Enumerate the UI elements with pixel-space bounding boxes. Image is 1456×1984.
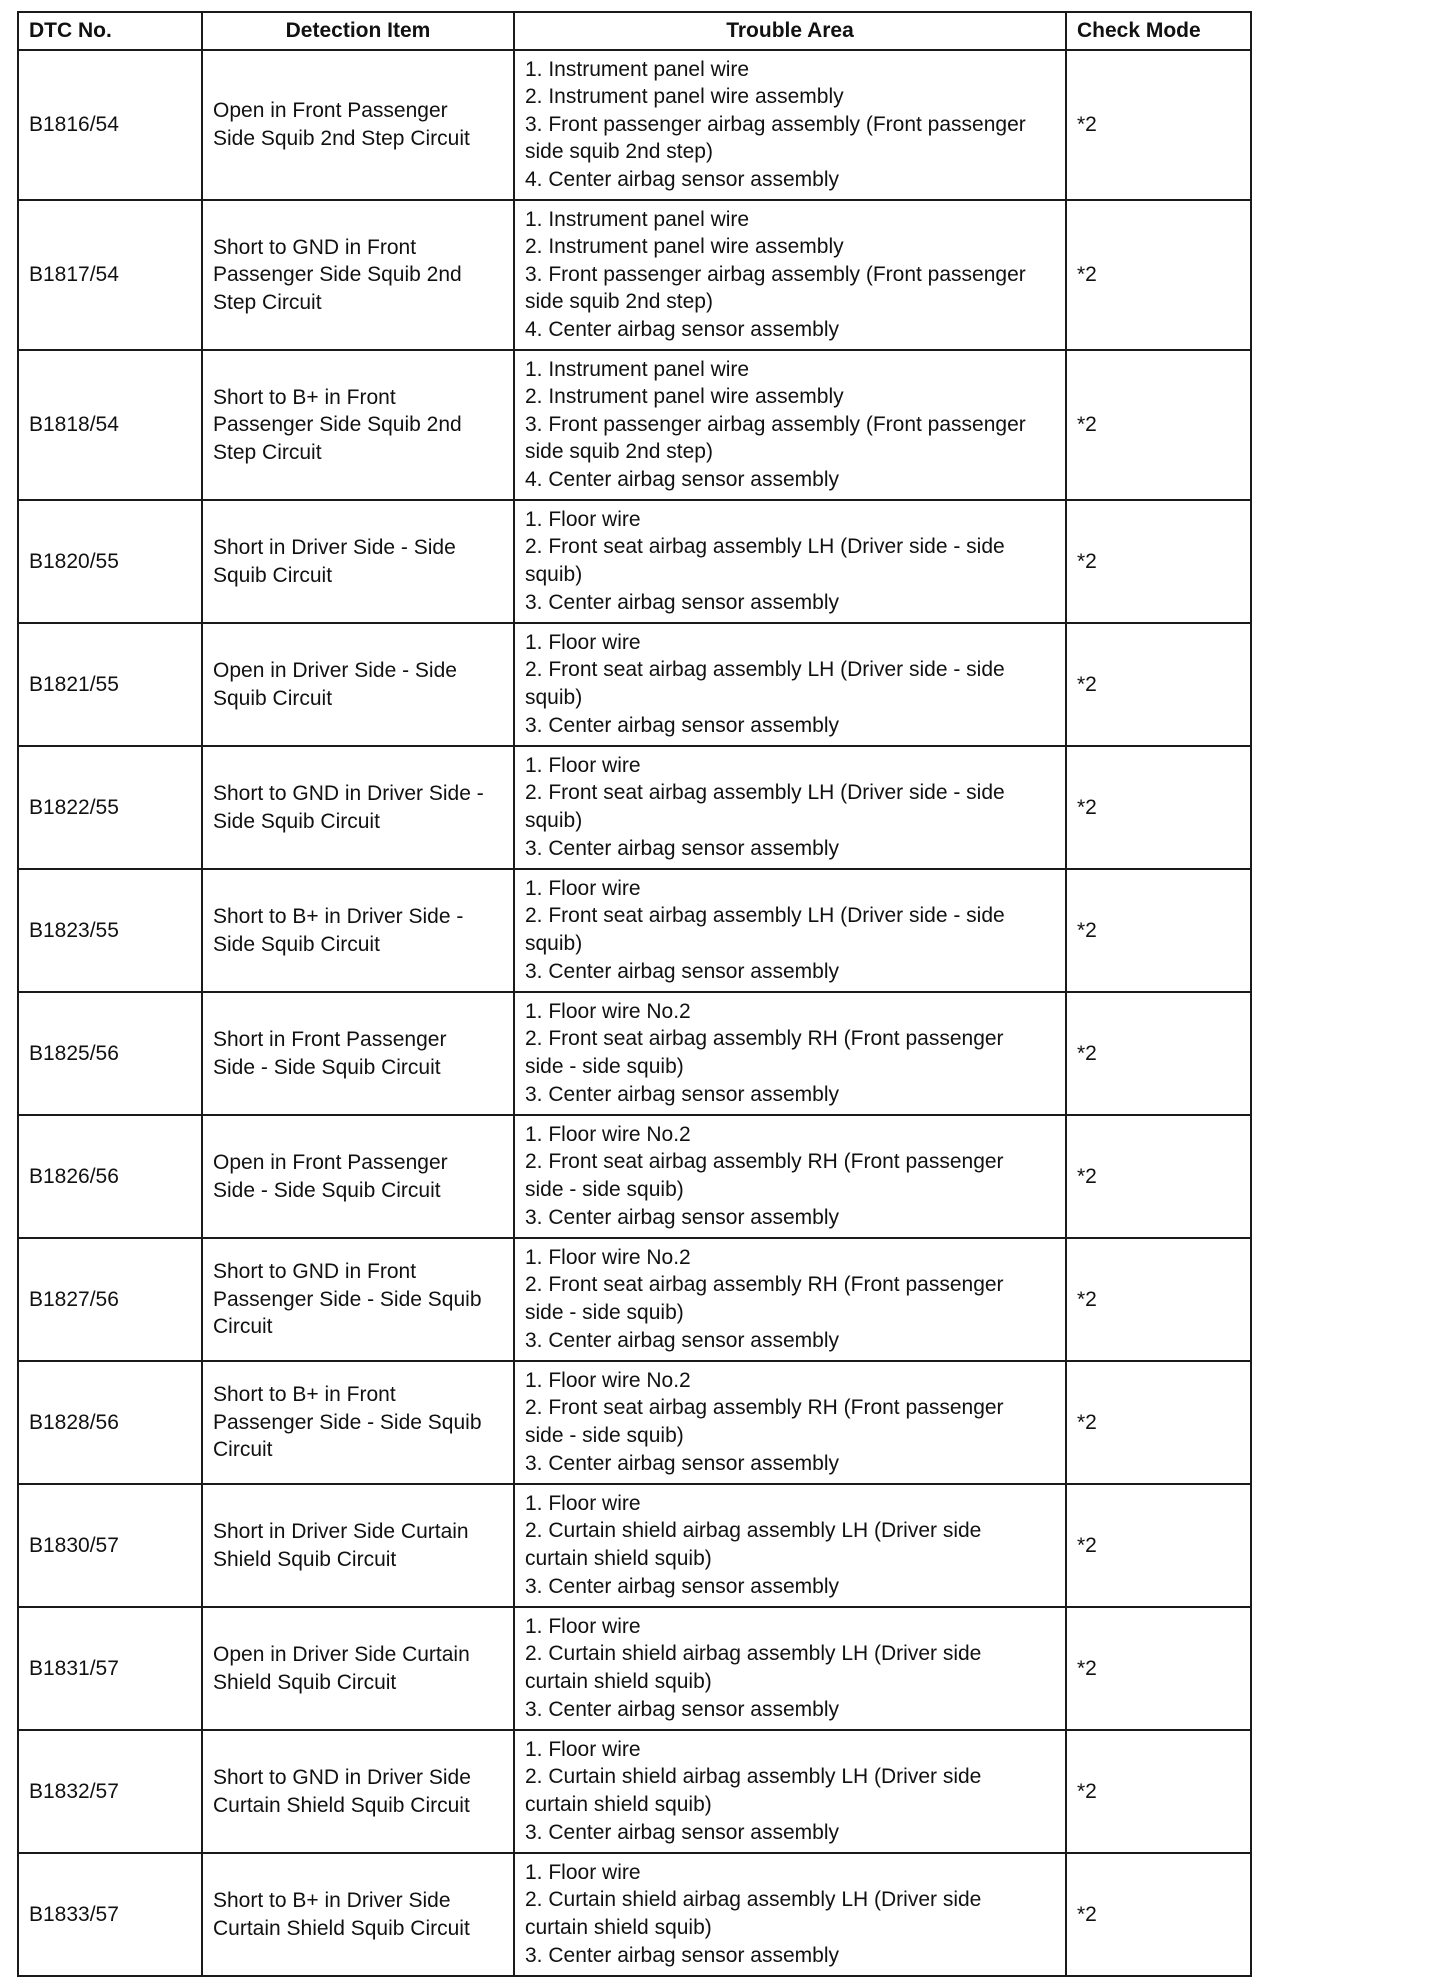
trouble-area-line: 1. Instrument panel wire bbox=[525, 207, 750, 231]
trouble-area-line: 3. Center airbag sensor assembly bbox=[525, 1943, 839, 1967]
trouble-area-line: side - side squib) bbox=[525, 1301, 684, 1324]
table-row bbox=[18, 746, 1251, 869]
table-row bbox=[18, 623, 1251, 746]
detection-item-cell bbox=[202, 623, 514, 746]
trouble-area-line: 3. Center airbag sensor assembly bbox=[525, 1205, 839, 1229]
trouble-area-line: 2. Curtain shield airbag assembly LH (Driver side bbox=[525, 1519, 982, 1543]
detection-item-line: Passenger Side Squib 2nd bbox=[213, 413, 462, 437]
trouble-area-line: 3. Center airbag sensor assembly bbox=[525, 1574, 839, 1598]
dtc-number-cell: B1832/57 bbox=[18, 1730, 202, 1853]
trouble-area-cell bbox=[514, 1607, 1066, 1730]
trouble-area-line: 1. Floor wire bbox=[525, 1860, 641, 1884]
trouble-area-cell bbox=[514, 1730, 1066, 1853]
trouble-area-line: 3. Center airbag sensor assembly bbox=[525, 713, 839, 737]
table-row bbox=[18, 1115, 1251, 1238]
trouble-area-line: side squib 2nd step) bbox=[525, 140, 713, 164]
trouble-area-line: 4. Center airbag sensor assembly bbox=[525, 467, 839, 491]
trouble-area-line: 1. Floor wire bbox=[525, 876, 641, 900]
trouble-area-line: 3. Center airbag sensor assembly bbox=[525, 590, 839, 614]
detection-item-line: Short to GND in Driver Side bbox=[213, 1765, 471, 1789]
check-mode-cell: *2 bbox=[1066, 1484, 1251, 1607]
detection-item-cell bbox=[202, 1238, 514, 1361]
detection-item-line: Step Circuit bbox=[213, 290, 322, 314]
trouble-area-line: curtain shield squib) bbox=[525, 1547, 712, 1570]
table-row bbox=[18, 1607, 1251, 1730]
trouble-area-line: 1. Floor wire No.2 bbox=[525, 1368, 691, 1392]
trouble-area-line: 2. Front seat airbag assembly LH (Driver side - side bbox=[525, 904, 1005, 928]
detection-item-line: Short in Driver Side Curtain bbox=[213, 1519, 469, 1543]
trouble-area-line: squib) bbox=[525, 932, 583, 955]
trouble-area-line: 2. Front seat airbag assembly RH (Front passenger bbox=[525, 1150, 1004, 1174]
trouble-area-line: 1. Floor wire bbox=[525, 1491, 641, 1515]
trouble-area-line: 2. Curtain shield airbag assembly LH (Driver side bbox=[525, 1642, 982, 1666]
dtc-number-cell: B1818/54 bbox=[18, 350, 202, 500]
table-row bbox=[18, 1730, 1251, 1853]
dtc-number-cell: B1826/56 bbox=[18, 1115, 202, 1238]
check-mode-cell: *2 bbox=[1066, 200, 1251, 350]
header-check-mode: Check Mode bbox=[1066, 12, 1251, 50]
trouble-area-line: 3. Center airbag sensor assembly bbox=[525, 1082, 839, 1106]
trouble-area-line: 3. Center airbag sensor assembly bbox=[525, 836, 839, 860]
check-mode-cell: *2 bbox=[1066, 992, 1251, 1115]
trouble-area-line: 1. Floor wire bbox=[525, 507, 641, 531]
table-row bbox=[18, 992, 1251, 1115]
trouble-area-line: 1. Floor wire No.2 bbox=[525, 999, 691, 1023]
trouble-area-line: 3. Center airbag sensor assembly bbox=[525, 1820, 839, 1844]
trouble-area-line: squib) bbox=[525, 809, 583, 832]
trouble-area-cell bbox=[514, 992, 1066, 1115]
trouble-area-line: 1. Floor wire bbox=[525, 1737, 641, 1761]
detection-item-line: Side - Side Squib Circuit bbox=[213, 1178, 441, 1202]
table-row bbox=[18, 200, 1251, 350]
detection-item-line: Short to B+ in Driver Side - bbox=[213, 904, 464, 928]
detection-item-cell bbox=[202, 350, 514, 500]
trouble-area-line: 1. Floor wire No.2 bbox=[525, 1122, 691, 1146]
dtc-number-cell: B1820/55 bbox=[18, 500, 202, 623]
trouble-area-cell bbox=[514, 1361, 1066, 1484]
table-row bbox=[18, 1484, 1251, 1607]
table-row bbox=[18, 500, 1251, 623]
detection-item-line: Side Squib Circuit bbox=[213, 809, 380, 833]
detection-item-cell bbox=[202, 1607, 514, 1730]
detection-item-cell bbox=[202, 1484, 514, 1607]
detection-item-cell bbox=[202, 746, 514, 869]
check-mode-cell: *2 bbox=[1066, 1361, 1251, 1484]
trouble-area-line: side - side squib) bbox=[525, 1424, 684, 1447]
trouble-area-line: 3. Center airbag sensor assembly bbox=[525, 1697, 839, 1721]
detection-item-line: Short to B+ in Driver Side bbox=[213, 1888, 451, 1912]
trouble-area-line: squib) bbox=[525, 686, 583, 709]
trouble-area-line: 2. Front seat airbag assembly LH (Driver side - side bbox=[525, 658, 1005, 682]
check-mode-cell: *2 bbox=[1066, 1115, 1251, 1238]
header-row bbox=[18, 12, 1251, 50]
dtc-number-cell: B1816/54 bbox=[18, 50, 202, 200]
check-mode-cell: *2 bbox=[1066, 50, 1251, 200]
detection-item-line: Shield Squib Circuit bbox=[213, 1547, 397, 1571]
header-dtc-no: DTC No. bbox=[18, 12, 202, 50]
table-row bbox=[18, 869, 1251, 992]
detection-item-line: Step Circuit bbox=[213, 440, 322, 464]
dtc-number-cell: B1822/55 bbox=[18, 746, 202, 869]
detection-item-line: Passenger Side - Side Squib bbox=[213, 1410, 482, 1434]
trouble-area-line: 1. Floor wire bbox=[525, 1614, 641, 1638]
check-mode-cell: *2 bbox=[1066, 623, 1251, 746]
table-row bbox=[18, 50, 1251, 200]
detection-item-line: Open in Driver Side Curtain bbox=[213, 1642, 470, 1666]
trouble-area-cell bbox=[514, 623, 1066, 746]
trouble-area-line: 3. Front passenger airbag assembly (Front passenger bbox=[525, 112, 1026, 136]
trouble-area-line: 3. Front passenger airbag assembly (Front passenger bbox=[525, 262, 1026, 286]
detection-item-cell bbox=[202, 1361, 514, 1484]
detection-item-cell bbox=[202, 869, 514, 992]
trouble-area-line: 4. Center airbag sensor assembly bbox=[525, 167, 839, 191]
detection-item-cell bbox=[202, 1115, 514, 1238]
trouble-area-line: 3. Center airbag sensor assembly bbox=[525, 959, 839, 983]
check-mode-cell: *2 bbox=[1066, 500, 1251, 623]
trouble-area-cell bbox=[514, 200, 1066, 350]
trouble-area-line: 4. Center airbag sensor assembly bbox=[525, 317, 839, 341]
detection-item-line: Shield Squib Circuit bbox=[213, 1670, 397, 1694]
trouble-area-cell bbox=[514, 1484, 1066, 1607]
detection-item-cell bbox=[202, 1853, 514, 1976]
detection-item-line: Short to B+ in Front bbox=[213, 385, 396, 409]
dtc-number-cell: B1831/57 bbox=[18, 1607, 202, 1730]
trouble-area-line: 2. Front seat airbag assembly RH (Front passenger bbox=[525, 1027, 1004, 1051]
detection-item-line: Side Squib Circuit bbox=[213, 932, 380, 956]
check-mode-cell: *2 bbox=[1066, 1730, 1251, 1853]
trouble-area-line: side - side squib) bbox=[525, 1055, 684, 1078]
trouble-area-line: 2. Instrument panel wire assembly bbox=[525, 85, 844, 109]
detection-item-line: Open in Driver Side - Side bbox=[213, 658, 457, 682]
detection-item-line: Passenger Side Squib 2nd bbox=[213, 263, 462, 287]
trouble-area-line: 2. Curtain shield airbag assembly LH (Driver side bbox=[525, 1888, 982, 1912]
trouble-area-line: 2. Front seat airbag assembly LH (Driver side - side bbox=[525, 781, 1005, 805]
detection-item-line: Short in Front Passenger bbox=[213, 1027, 447, 1051]
trouble-area-line: side squib 2nd step) bbox=[525, 440, 713, 464]
trouble-area-line: 2. Curtain shield airbag assembly LH (Driver side bbox=[525, 1765, 982, 1789]
trouble-area-line: curtain shield squib) bbox=[525, 1670, 712, 1693]
table-row bbox=[18, 1361, 1251, 1484]
trouble-area-line: squib) bbox=[525, 563, 583, 586]
trouble-area-line: curtain shield squib) bbox=[525, 1793, 712, 1816]
detection-item-line: Short to GND in Front bbox=[213, 1260, 417, 1284]
trouble-area-line: 2. Front seat airbag assembly RH (Front passenger bbox=[525, 1396, 1004, 1420]
check-mode-cell: *2 bbox=[1066, 869, 1251, 992]
check-mode-cell: *2 bbox=[1066, 1238, 1251, 1361]
detection-item-line: Curtain Shield Squib Circuit bbox=[213, 1916, 470, 1940]
trouble-area-line: 2. Front seat airbag assembly RH (Front passenger bbox=[525, 1273, 1004, 1297]
trouble-area-line: 2. Instrument panel wire assembly bbox=[525, 385, 844, 409]
check-mode-cell: *2 bbox=[1066, 746, 1251, 869]
trouble-area-line: 2. Instrument panel wire assembly bbox=[525, 235, 844, 259]
trouble-area-cell bbox=[514, 869, 1066, 992]
header-detection-item: Detection Item bbox=[202, 12, 514, 50]
trouble-area-line: 1. Floor wire No.2 bbox=[525, 1245, 691, 1269]
trouble-area-cell bbox=[514, 350, 1066, 500]
trouble-area-line: 1. Floor wire bbox=[525, 630, 641, 654]
trouble-area-line: side squib 2nd step) bbox=[525, 290, 713, 314]
dtc-number-cell: B1817/54 bbox=[18, 200, 202, 350]
dtc-number-cell: B1823/55 bbox=[18, 869, 202, 992]
dtc-number-cell: B1828/56 bbox=[18, 1361, 202, 1484]
detection-item-cell bbox=[202, 992, 514, 1115]
trouble-area-line: 2. Front seat airbag assembly LH (Driver side - side bbox=[525, 535, 1005, 559]
table-row bbox=[18, 1853, 1251, 1976]
dtc-number-cell: B1821/55 bbox=[18, 623, 202, 746]
trouble-area-line: 3. Center airbag sensor assembly bbox=[525, 1328, 839, 1352]
detection-item-line: Circuit bbox=[213, 1315, 273, 1339]
detection-item-cell bbox=[202, 50, 514, 200]
check-mode-cell: *2 bbox=[1066, 1853, 1251, 1976]
detection-item-line: Side - Side Squib Circuit bbox=[213, 1055, 441, 1079]
detection-item-line: Open in Front Passenger bbox=[213, 99, 448, 123]
check-mode-cell: *2 bbox=[1066, 350, 1251, 500]
detection-item-line: Short to GND in Driver Side - bbox=[213, 781, 484, 805]
detection-item-cell bbox=[202, 1730, 514, 1853]
trouble-area-cell bbox=[514, 1238, 1066, 1361]
dtc-number-cell: B1827/56 bbox=[18, 1238, 202, 1361]
detection-item-line: Side Squib 2nd Step Circuit bbox=[213, 127, 470, 150]
header-trouble-area: Trouble Area bbox=[514, 12, 1066, 50]
dtc-number-cell: B1830/57 bbox=[18, 1484, 202, 1607]
trouble-area-line: 1. Instrument panel wire bbox=[525, 57, 750, 81]
detection-item-line: Passenger Side - Side Squib bbox=[213, 1287, 482, 1311]
trouble-area-line: 3. Front passenger airbag assembly (Front passenger bbox=[525, 412, 1026, 436]
dtc-number-cell: B1833/57 bbox=[18, 1853, 202, 1976]
trouble-area-line: 1. Floor wire bbox=[525, 753, 641, 777]
trouble-area-cell bbox=[514, 50, 1066, 200]
trouble-area-cell bbox=[514, 1115, 1066, 1238]
detection-item-line: Squib Circuit bbox=[213, 686, 333, 710]
detection-item-line: Short to GND in Front bbox=[213, 235, 417, 259]
detection-item-line: Curtain Shield Squib Circuit bbox=[213, 1793, 470, 1817]
detection-item-line: Short to B+ in Front bbox=[213, 1383, 396, 1407]
trouble-area-cell bbox=[514, 746, 1066, 869]
detection-item-line: Open in Front Passenger bbox=[213, 1150, 448, 1174]
table-row bbox=[18, 1238, 1251, 1361]
detection-item-cell bbox=[202, 200, 514, 350]
detection-item-line: Circuit bbox=[213, 1438, 273, 1462]
dtc-table bbox=[17, 11, 1252, 1977]
trouble-area-line: curtain shield squib) bbox=[525, 1916, 712, 1939]
detection-item-line: Squib Circuit bbox=[213, 563, 333, 587]
trouble-area-line: side - side squib) bbox=[525, 1178, 684, 1201]
table-body bbox=[18, 50, 1251, 1976]
trouble-area-line: 3. Center airbag sensor assembly bbox=[525, 1451, 839, 1475]
table-row bbox=[18, 350, 1251, 500]
dtc-number-cell: B1825/56 bbox=[18, 992, 202, 1115]
detection-item-cell bbox=[202, 500, 514, 623]
check-mode-cell: *2 bbox=[1066, 1607, 1251, 1730]
detection-item-line: Short in Driver Side - Side bbox=[213, 535, 456, 559]
trouble-area-cell bbox=[514, 1853, 1066, 1976]
trouble-area-line: 1. Instrument panel wire bbox=[525, 357, 750, 381]
trouble-area-cell bbox=[514, 500, 1066, 623]
